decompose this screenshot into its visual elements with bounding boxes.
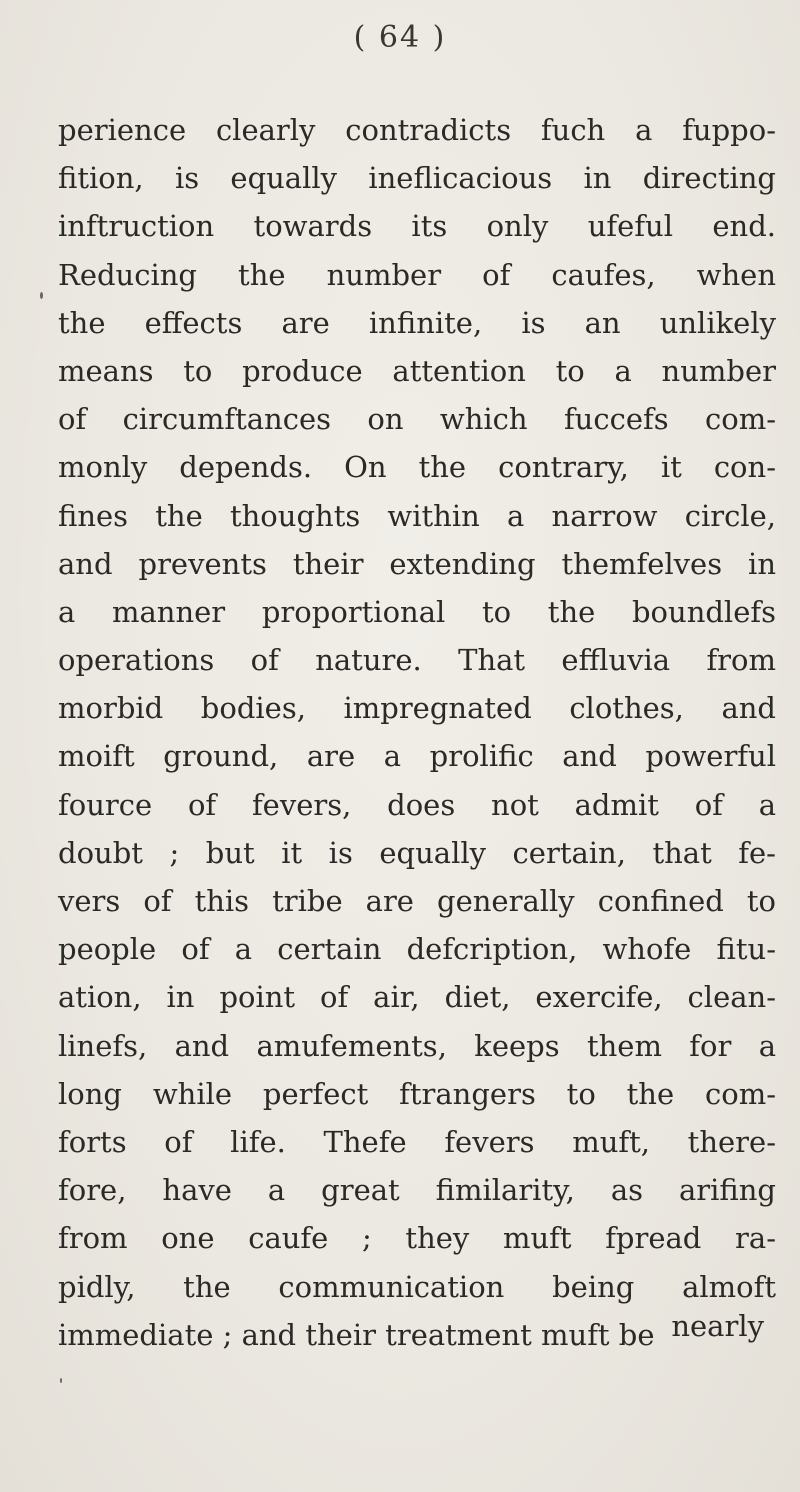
text-line: perience clearly contradicts fuch a fuppo-	[58, 113, 776, 147]
catchword	[0, 1302, 800, 1350]
text-line: linefs, and amufements, keeps them for a	[58, 1028, 776, 1063]
text-line: from one caufe ; they muft fpread ra-	[58, 1221, 776, 1256]
ink-speck	[60, 1378, 62, 1383]
text-line: and prevents their extending themfelves in	[58, 546, 776, 581]
text-line: Reducing the number of caufes, when	[58, 257, 776, 292]
text-line: of circumftances on which fuccefs com-	[58, 402, 776, 437]
page-number: ( 64 )	[353, 20, 447, 55]
text-line: ation, in point of air, diet, exercife, clean-	[58, 980, 776, 1015]
text-line: immediate ; and their treatment muft be	[58, 1317, 655, 1352]
text-line: doubt ; but it is equally certain, that fe-	[58, 835, 776, 870]
text-line: fore, have a great fimilarity, as arifing	[58, 1173, 776, 1208]
body-text	[58, 106, 776, 1359]
text-line: people of a certain defcription, whofe fitu-	[58, 932, 776, 967]
text-line: a manner proportional to the boundlefs	[58, 594, 776, 629]
text-line: the effects are infinite, is an unlikely	[58, 305, 776, 340]
text-line: operations of nature. That effluvia from	[58, 643, 776, 678]
text-line: means to produce attention to a number	[58, 353, 776, 388]
text-line: fource of fevers, does not admit of a	[58, 787, 776, 822]
text-line: morbid bodies, impregnated clothes, and	[58, 691, 776, 726]
text-line: monly depends. On the contrary, it con-	[58, 450, 776, 485]
text-line: long while perfect ftrangers to the com-	[58, 1076, 776, 1111]
catchword-text: nearly	[671, 1309, 764, 1343]
text-line: inftruction towards its only ufeful end.	[58, 209, 776, 244]
text-line: fines the thoughts within a narrow circle,	[58, 498, 776, 533]
text-line: vers of this tribe are generally confined to	[58, 884, 776, 918]
text-line: fition, is equally ineflicacious in directing	[58, 161, 776, 196]
text-line: forts of life. Thefe fevers muft, there-	[58, 1124, 776, 1159]
text-line: pidly, the communication being almoft	[58, 1269, 776, 1304]
text-line: moift ground, are a prolific and powerful	[58, 739, 776, 774]
ink-speck	[40, 292, 43, 299]
